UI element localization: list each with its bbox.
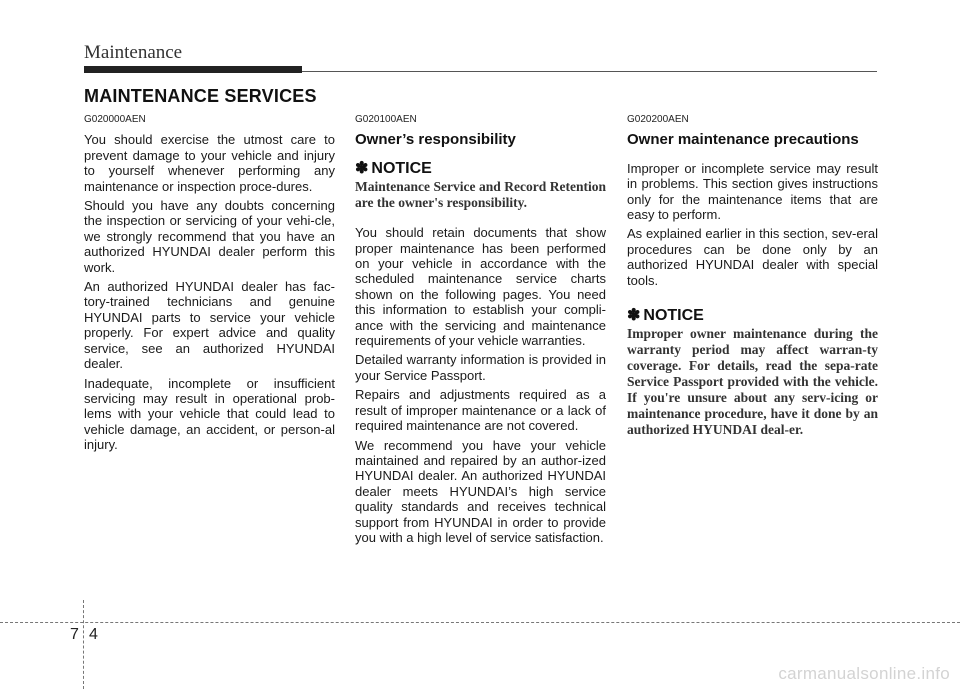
header-title: Maintenance <box>84 42 183 63</box>
subsection-heading: Owner maintenance precautions <box>627 131 859 149</box>
paragraph: We recommend you have your vehicle maintained and repaired by an author-ized HYUNDAI dealer. An authorized HYUNDAI dealer meets HYUNDAI’s high service quality standards and receives technical support from HYUNDAI in order to provide you with a high level of service satisfaction. <box>355 437 606 545</box>
notice-heading <box>355 161 606 176</box>
notice-label: NOTICE <box>643 307 704 325</box>
paragraph: Should you have any doubts concerning the inspection or servicing of your vehi-cle, we strongly recommend that you have an authorized HYUNDAI dealer perform this work. <box>84 198 335 275</box>
notice-heading <box>627 308 878 323</box>
footer-rule <box>0 622 960 623</box>
header-rule <box>302 71 877 72</box>
notice-text: Maintenance Service and Record Retention are the owner's responsibility. <box>355 179 606 211</box>
paragraph: As explained earlier in this section, sev-eral procedures can be done only by an authorized HYUNDAI dealer with special tools. <box>627 226 878 288</box>
footer-divider <box>83 600 84 689</box>
section-title: MAINTENANCE SERVICES <box>84 86 317 106</box>
asterisk-icon: ✽ <box>627 307 641 325</box>
chapter-number: 7 <box>70 626 79 643</box>
section-code: G020000AEN <box>84 114 146 125</box>
paragraph: You should retain documents that show proper maintenance has been performed on your vehicle in accordance with the scheduled maintenance service charts shown on the following pages. You need this information to establish your compli-ance with the servicing and maintenance requirements of your vehicle warranties. <box>355 225 606 349</box>
column-owner-responsibility <box>355 110 606 549</box>
column-general <box>84 110 335 457</box>
page-number: 4 <box>89 626 98 643</box>
section-code: G020200AEN <box>627 114 689 125</box>
notice-label: NOTICE <box>371 159 432 177</box>
asterisk-icon: ✽ <box>355 159 369 177</box>
notice-text: Improper owner maintenance during the warranty period may affect warran-ty coverage. For details, read the sepa-rate Service Passport provided with the vehicle. If you're unsure about any serv-icing or maintenance procedure, have it done by an authorized HYUNDAI deal-er. <box>627 326 878 438</box>
paragraph: An authorized HYUNDAI dealer has fac-tory-trained technicians and genuine HYUNDAI parts to service your vehicle properly. For expert advice and quality service, see an authorized HYUNDAI dealer. <box>84 279 335 372</box>
paragraph: Repairs and adjustments required as a result of improper maintenance or a lack of required maintenance are not covered. <box>355 387 606 434</box>
paragraph: Detailed warranty information is provided in your Service Passport. <box>355 352 606 383</box>
paragraph: Improper or incomplete service may result in problems. This section gives instructions only for the maintenance items that are easy to perform. <box>627 160 878 223</box>
paragraph: Inadequate, incomplete or insufficient servicing may result in operational prob-lems with your vehicle that could lead to vehicle damage, an accident, or person-al injury. <box>84 375 335 453</box>
column-owner-precautions <box>627 110 878 452</box>
subsection-heading: Owner’s responsibility <box>355 131 516 149</box>
header-bar <box>84 66 302 73</box>
paragraph: You should exercise the utmost care to prevent damage to your vehicle and injury to yourself whenever performing any maintenance or inspection proce-dures. <box>84 132 335 194</box>
section-code: G020100AEN <box>355 114 417 125</box>
watermark: carmanualsonline.info <box>778 664 950 683</box>
